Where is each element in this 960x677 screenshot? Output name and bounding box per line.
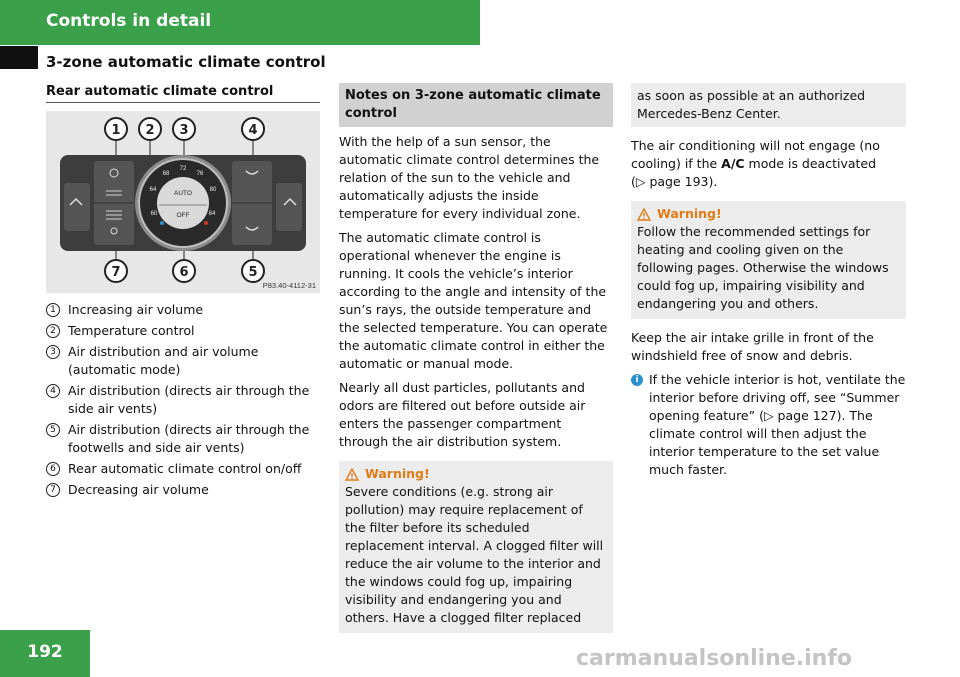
warning-icon: [345, 468, 359, 481]
callout-7: 7: [111, 265, 121, 280]
legend-number: 2: [46, 324, 60, 338]
dial-temp-76: 76: [196, 171, 204, 177]
warning-text: Severe conditions (e.g. strong air pollution) may require replacement of the filter before its scheduled replacement interval. A clogged filter will reduce the air volume to the interior and the windows could fog up, impairing visibility and endangering you and others. Have a clogged filter replaced: [345, 484, 604, 625]
ac-text-end: mode is deactivated: [744, 156, 877, 171]
warning-title: Warning!: [657, 206, 722, 221]
legend-item: [46, 481, 320, 499]
dial-temp-68: 68: [162, 171, 170, 177]
warning-title: Warning!: [365, 466, 430, 481]
legend-number: 1: [46, 303, 60, 317]
legend-text: Decreasing air volume: [68, 482, 209, 497]
callout-1: 1: [111, 123, 121, 138]
column-left: [46, 84, 320, 502]
legend-text: Air distribution and air volume (automatic mode): [68, 344, 259, 377]
ac-page-reference[interactable]: (▷ page 193).: [631, 174, 718, 189]
legend-number: 4: [46, 384, 60, 398]
warning-text: Follow the recommended settings for heating and cooling given on the following pages. Otherwise the windows could fog up, impairing visibility and endangering you and others.: [637, 224, 889, 311]
legend-text: Air distribution (directs air through the footwells and side air vents): [68, 422, 310, 455]
legend-list: [46, 301, 320, 499]
legend-number: 6: [46, 462, 60, 476]
chapter-tab: [0, 0, 480, 45]
notes-paragraph-3: Nearly all dust particles, pollutants and odors are filtered out before outside air enters the passenger compartment through the air distribution system.: [339, 380, 586, 449]
section-title: 3-zone automatic climate control: [46, 53, 326, 71]
rear-climate-heading: Rear automatic climate control: [46, 84, 320, 103]
column-right: [631, 83, 906, 479]
dial-temp-60: 60: [150, 211, 158, 217]
info-icon: i: [631, 374, 643, 386]
callout-2: 2: [145, 123, 155, 138]
info-text: If the vehicle interior is hot, ventilate the interior before driving off, see “Summer opening feature” (▷ page 127). The climate control will then adjust the interior temperature to the set value much faster.: [649, 372, 906, 477]
control-panel-illustration: [46, 111, 320, 293]
legend-item: [46, 382, 320, 418]
callout-6: 6: [179, 265, 189, 280]
callout-5: 5: [248, 265, 258, 280]
warning-box-filter: [339, 461, 613, 633]
legend-item: [46, 301, 320, 319]
dial-temp-72: 72: [179, 166, 187, 172]
legend-text: Increasing air volume: [68, 302, 204, 317]
callout-4: 4: [248, 123, 258, 138]
legend-number: 7: [46, 483, 60, 497]
page-number: 192: [27, 642, 63, 662]
chapter-title: Controls in detail: [46, 11, 212, 31]
legend-item: [46, 460, 320, 478]
legend-number: 5: [46, 423, 60, 437]
column-middle: [339, 83, 613, 633]
legend-item: [46, 322, 320, 340]
ac-mode-label: A/C: [721, 156, 745, 171]
section-marker: [0, 46, 38, 69]
dial-off-label: OFF: [176, 212, 190, 219]
notes-paragraph-1: With the help of a sun sensor, the automatic climate control determines the relation of the sun to the vehicle and automatically adjusts the inside temperature for every individual zone.: [339, 134, 600, 221]
warning-icon: [637, 208, 651, 221]
callout-3: 3: [179, 123, 189, 138]
warning-header: [637, 205, 900, 223]
dial-temp-64: 64: [149, 187, 157, 193]
legend-number: 3: [46, 345, 60, 359]
legend-text: Air distribution (directs air through the side air vents): [68, 383, 310, 416]
dial-temp-84: 84: [208, 211, 216, 217]
ac-text-start: The air conditioning will not engage (no cooling) if the: [631, 138, 880, 171]
grille-paragraph: Keep the air intake grille in front of the windshield free of snow and debris.: [631, 330, 874, 363]
dial-temp-80: 80: [209, 187, 217, 193]
notes-paragraph-2: The automatic climate control is operational whenever the engine is running. It cools the vehicle’s interior according to the angle and intensity of the sun’s rays, the outside temperature and the selected temperature. You can operate the automatic climate control in either the automatic or manual mode.: [339, 230, 608, 371]
legend-text: Temperature control: [68, 323, 195, 338]
page-number-bar: [0, 630, 90, 677]
notes-heading: Notes on 3-zone automatic climate control: [339, 83, 613, 127]
figure-code: P83.40-4112-31: [262, 281, 316, 290]
watermark: carmanualsonline.info: [576, 646, 852, 671]
legend-text: Rear automatic climate control on/off: [68, 461, 302, 476]
dial-auto-label: AUTO: [174, 190, 192, 197]
legend-item: [46, 421, 320, 457]
ac-paragraph: [631, 137, 906, 191]
warning-header: [345, 465, 607, 483]
control-panel-figure: [46, 111, 320, 293]
info-note: [631, 371, 906, 479]
legend-item: [46, 343, 320, 379]
warning-continuation: as soon as possible at an authorized Mercedes-Benz Center.: [631, 83, 906, 127]
warning-box-settings: [631, 201, 906, 319]
